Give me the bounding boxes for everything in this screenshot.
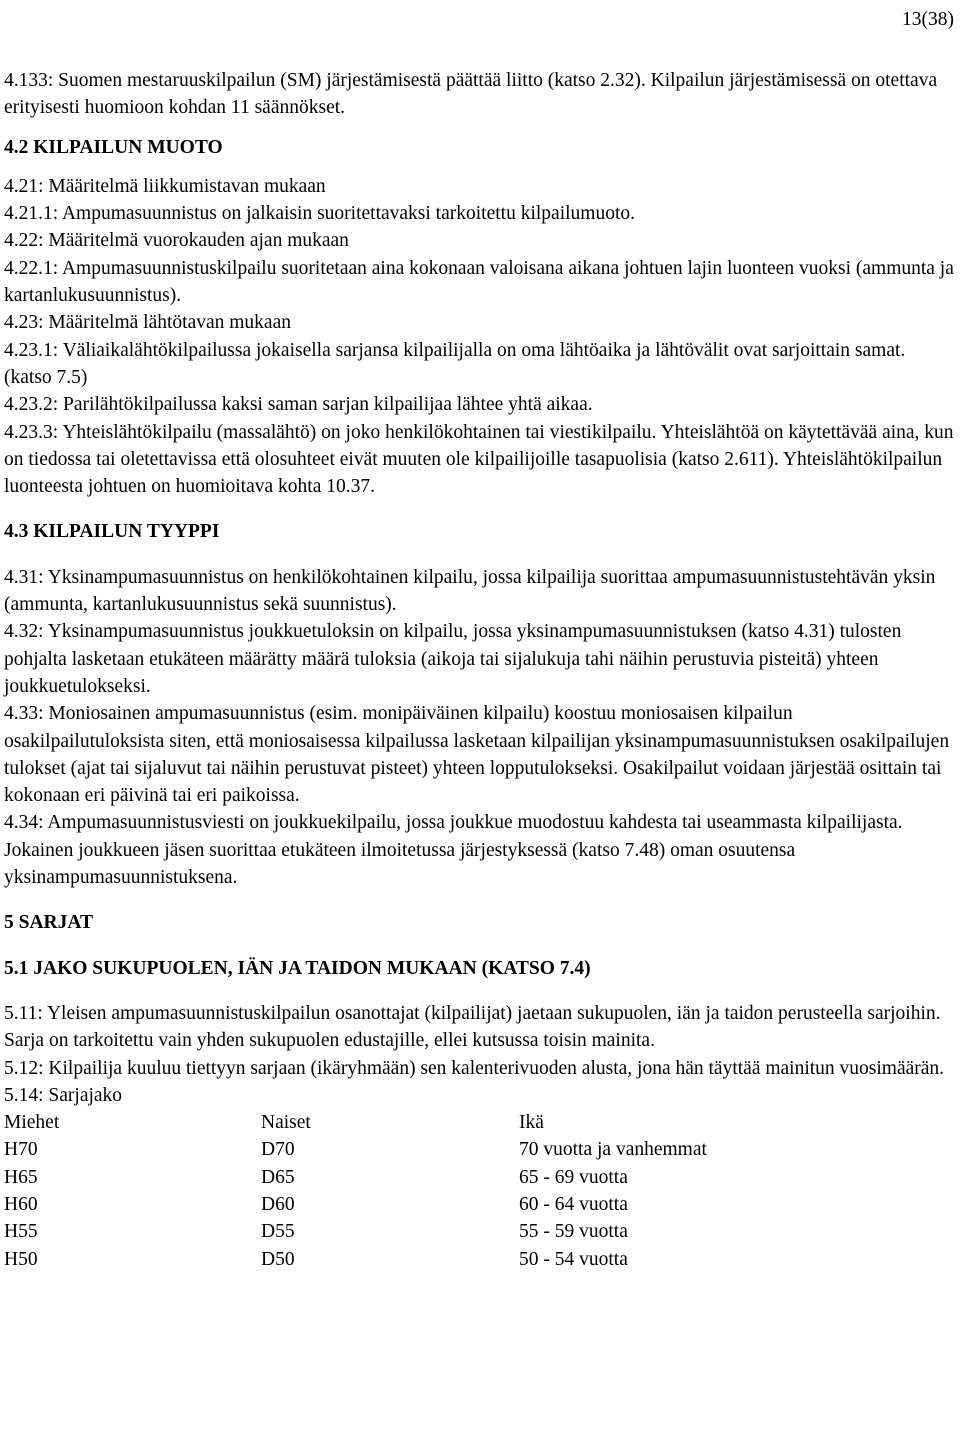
text-blocks — [4, 67, 954, 1109]
paragraph: 4.21.1: Ampumasuunnistus on jalkaisin suoritettavaksi tarkoitettu kilpailumuoto. — [4, 203, 635, 225]
paragraph: 4.22: Määritelmä vuorokauden ajan mukaan — [4, 230, 349, 252]
section-heading: 5.1 JAKO SUKUPUOLEN, IÄN JA TAIDON MUKAAN (KATSO 7.4) — [4, 957, 591, 979]
table-cell: D65 — [261, 1166, 295, 1188]
section-heading: 5 SARJAT — [4, 912, 94, 934]
table-cell: 55 - 59 vuotta — [519, 1221, 628, 1243]
table-row — [4, 1136, 954, 1163]
paragraph: 4.33: Moniosainen ampumasuunnistus (esim. monipäiväinen kilpailu) koostuu moniosaisen kilpailun osakilpailutuloksista siten, että moniosaisessa kilpailussa lasketaan kilpailijan yksinampumasuunnistuksen osakilpailujen tulokset (ajat tai sijaluvut tai näihin perustuvat pisteet) yhteen lopputulokseksi. Osakilpailut voidaan järjestää osittain tai kokonaan eri päivinä tai eri paikoissa. — [4, 703, 950, 807]
table-cell: 50 - 54 vuotta — [519, 1248, 628, 1270]
table-row — [4, 1218, 954, 1245]
table-cell: H60 — [4, 1193, 38, 1215]
document-body — [4, 67, 954, 1273]
table-cell: D50 — [261, 1248, 295, 1270]
table-header-cell: Ikä — [519, 1112, 544, 1134]
table-cell: H50 — [4, 1248, 38, 1270]
table-cell: D60 — [261, 1193, 295, 1215]
paragraph: 5.12: Kilpailija kuuluu tiettyyn sarjaan (ikäryhmään) sen kalenterivuoden alusta, jona hän täyttää mainitun vuosimäärän. — [4, 1057, 945, 1079]
table-cell: 60 - 64 vuotta — [519, 1193, 628, 1215]
paragraph: 4.34: Ampumasuunnistusviesti on joukkuekilpailu, jossa joukkue muodostuu kahdesta tai useammasta kilpailijasta. Jokainen joukkueen jäsen suorittaa etukäteen ilmoitetussa järjestyksessä (katso 7.48) oman osuutensa yksinampumasuunnistuksena. — [4, 812, 903, 889]
paragraph: 4.23.1: Väliaikalähtökilpailussa jokaisella sarjansa kilpailijalla on oma lähtöaika ja lähtövälit ovat sarjoittain samat. (katso 7.5) — [4, 339, 906, 388]
table-row — [4, 1191, 954, 1218]
paragraph: 4.31: Yksinampumasuunnistus on henkilökohtainen kilpailu, jossa kilpailija suorittaa ampumasuunnistustehtävän yksin (ammunta, kartanlukusuunnistus sekä suunnistus). — [4, 566, 936, 616]
paragraph: 5.11: Yleisen ampumasuunnistuskilpailun osanottajat (kilpailijat) jaetaan sukupuolen, iän ja taidon perusteella sarjoihin. Sarja on tarkoitettu vain yhden sukupuolen edustajille, ellei kutsussa toisin mainita. — [4, 1002, 941, 1052]
table-row — [4, 1164, 954, 1191]
sarjajako-table — [4, 1109, 954, 1273]
paragraph: 4.23: Määritelmä lähtötavan mukaan — [4, 312, 291, 334]
table-cell: H55 — [4, 1221, 38, 1243]
paragraph: 5.14: Sarjajako — [4, 1084, 123, 1106]
table-header-row — [4, 1109, 954, 1136]
table-cell: D70 — [261, 1139, 295, 1161]
paragraph: 4.32: Yksinampumasuunnistus joukkuetuloksin on kilpailu, jossa yksinampumasuunnistuksen (katso 4.31) tulosten pohjalta lasketaan etukäteen määrätty määrä tuloksia (aikoja tai sijalukuja tahi näihin perustuvia pisteitä) yhteen joukkuetulokseksi. — [4, 621, 902, 697]
table-cell: 70 vuotta ja vanhemmat — [519, 1139, 707, 1161]
paragraph: 4.23.3: Yhteislähtökilpailu (massalähtö) on joko henkilökohtainen tai viestikilpailu. Yhteislähtöä on käytettävää aina, kun on tiedossa tai oletettavissa että olosuhteet eivät muuten ole kilpailijoille tasapuolisia (katso 2.611). Yhteislähtökilpailun luonteesta johtuen on huomioitava kohta 10.37. — [4, 421, 954, 498]
paragraph: 4.21: Määritelmä liikkumistavan mukaan — [4, 175, 326, 197]
table-cell: H70 — [4, 1139, 38, 1161]
table-row — [4, 1246, 954, 1273]
paragraph: 4.22.1: Ampumasuunnistuskilpailu suoritetaan aina kokonaan valoisana aikana johtuen lajin luonteen vuoksi (ammunta ja kartanlukusuunnistus). — [4, 257, 954, 307]
table-body — [4, 1136, 954, 1272]
paragraph: 4.23.2: Parilähtökilpailussa kaksi saman sarjan kilpailijaa lähtee yhtä aikaa. — [4, 394, 593, 416]
table-cell: H65 — [4, 1166, 38, 1188]
section-heading: 4.3 KILPAILUN TYYPPI — [4, 521, 220, 543]
table-cell: D55 — [261, 1221, 295, 1243]
table-header-cell: Miehet — [4, 1112, 60, 1134]
paragraph: 4.133: Suomen mestaruuskilpailun (SM) järjestämisestä päättää liitto (katso 2.32). Kilpailun järjestämisessä on otettava erityisesti huomioon kohdan 11 säännökset. — [4, 70, 938, 119]
table-header-cell: Naiset — [261, 1112, 311, 1134]
page-number: 13(38) — [902, 9, 954, 30]
section-heading: 4.2 KILPAILUN MUOTO — [4, 136, 223, 158]
table-cell: 65 - 69 vuotta — [519, 1166, 628, 1188]
